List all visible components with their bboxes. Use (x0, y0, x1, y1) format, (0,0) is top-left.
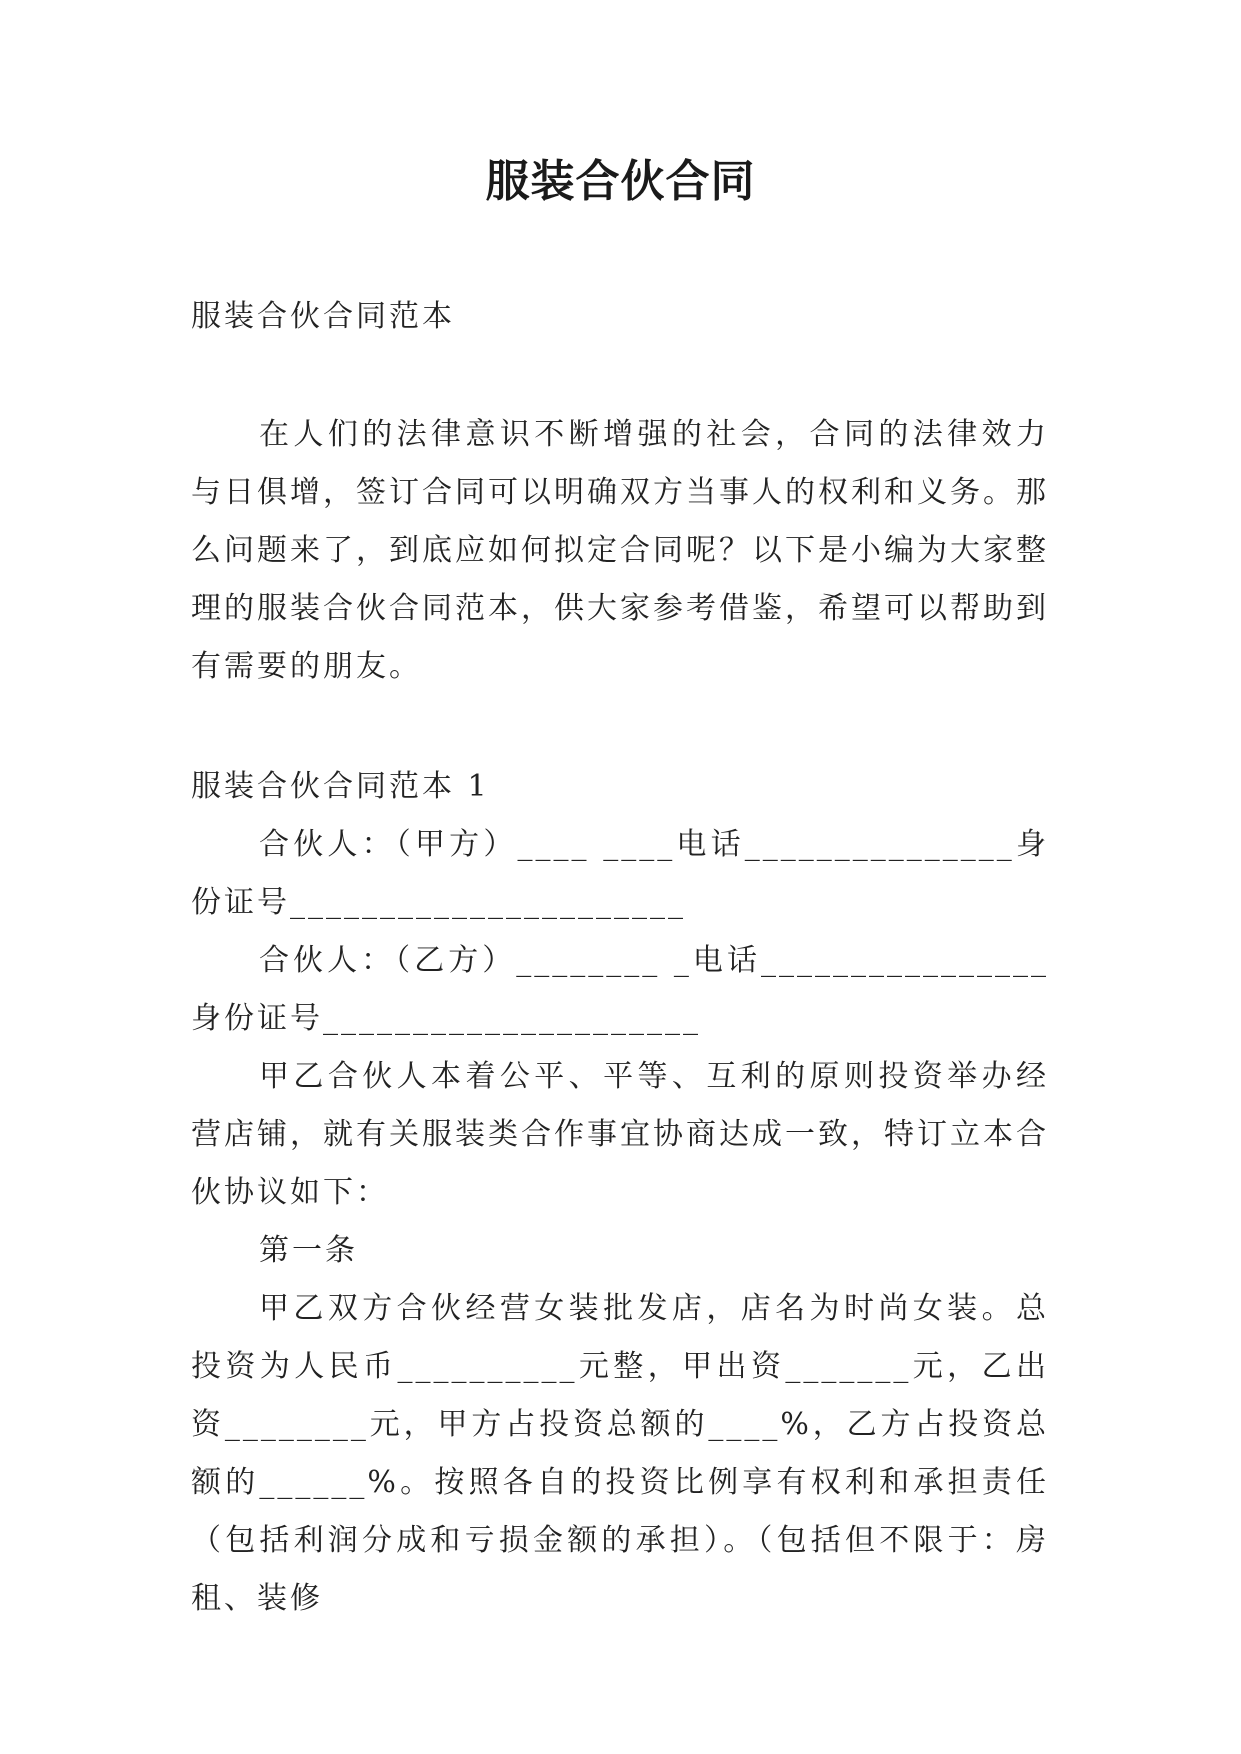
article-1-heading: 第一条 (259, 1233, 358, 1268)
intro-paragraph: 在人们的法律意识不断增强的社会，合同的法律效力与日俱增，签订合同可以明确双方当事人的权利和义务。那么问题来了，到底应如何拟定合同呢？以下是小编为大家整理的服装合伙合同范本，供大家参考借鉴，希望可以帮助到有需要的朋友。 (191, 417, 1049, 684)
section-heading: 服装合伙合同范本 1 (191, 769, 490, 804)
party-b-line: 合伙人：（乙方）________ _电话________________身份证号_____________________ (191, 943, 1049, 1036)
document-body (191, 288, 1049, 1628)
document-title: 服装合伙合同 (485, 156, 756, 207)
article-1-paragraph: 甲乙双方合伙经营女装批发店，店名为时尚女装。总投资为人民币__________元整，甲出资_______元，乙出资________元，甲方占投资总额的____%，乙方占投资总额的______%。按照各自的投资比例享有权利和承担责任（包括利润分成和亏损金额的承担）。（包括但不限于：房租、装修 (191, 1291, 1049, 1616)
party-a-line: 合伙人：（甲方）____ ____电话_______________身份证号______________________ (191, 827, 1049, 920)
document-subtitle: 服装合伙合同范本 (191, 299, 455, 334)
preamble-paragraph: 甲乙合伙人本着公平、平等、互利的原则投资举办经营店铺，就有关服装类合作事宜协商达成一致，特订立本合伙协议如下： (191, 1059, 1049, 1210)
